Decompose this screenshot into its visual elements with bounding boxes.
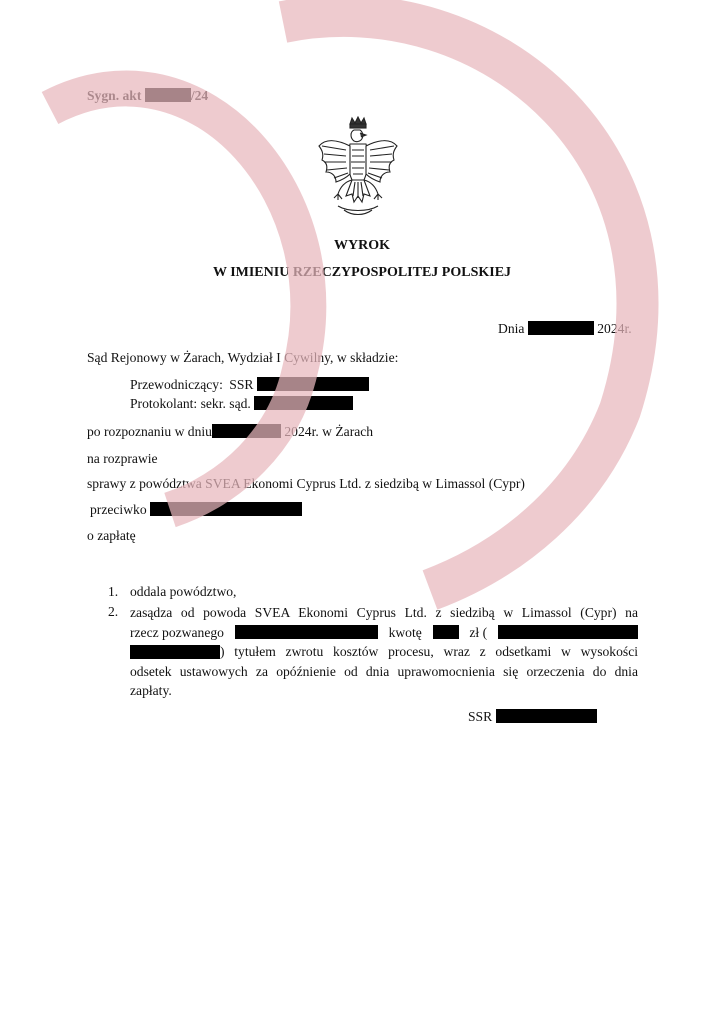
considered-suffix: 2024r. w Żarach: [284, 424, 374, 439]
ruling-currency-label: zł (: [469, 624, 488, 640]
against-label: przeciwko: [90, 502, 147, 517]
ruling-item-1-text: oddala powództwo,: [130, 584, 237, 599]
clerk-label: Protokolant: sekr. sąd.: [130, 396, 251, 411]
date-suffix: 2024r.: [597, 321, 632, 336]
judge-signature: [468, 709, 597, 725]
case-signature: [87, 88, 208, 104]
judgment-subtitle: W IMIENIU RZECZYPOSPOLITEJ POLSKIEJ: [212, 265, 512, 280]
redaction-box: [496, 709, 597, 723]
redaction-box: [254, 396, 353, 410]
date-prefix: Dnia: [498, 321, 525, 336]
date-line: [498, 321, 632, 337]
ruling-recipient-label: rzecz pozwanego: [130, 624, 224, 640]
case-signature-suffix: /24: [190, 88, 209, 103]
ruling-amount-label: kwotę: [388, 624, 422, 640]
subject-line: o zapłatę: [87, 528, 136, 543]
ruling-item-1-number: 1.: [108, 584, 119, 599]
considered-prefix: po rozpoznaniu w dniu: [87, 424, 212, 439]
judge-title: SSR: [468, 709, 493, 724]
ruling-item-2-line-2: [130, 623, 638, 643]
polish-eagle-emblem-icon: [316, 116, 400, 224]
clerk-line: [130, 396, 353, 412]
redaction-box: [433, 625, 459, 639]
chair-title: SSR: [229, 377, 254, 392]
hearing-line: na rozprawie: [87, 451, 158, 466]
chair-label: Przewodniczący:: [130, 377, 223, 392]
court-composition: Sąd Rejonowy w Żarach, Wydział I Cywilny, w składzie:: [87, 350, 399, 365]
redaction-box: [145, 88, 191, 102]
redaction-box: [212, 424, 281, 438]
ruling-item-2-text: [130, 603, 638, 701]
ruling-item-2-line-1: zasądza od powoda SVEA Ekonomi Cyprus Ltd. z siedzibą w Limassol (Cypr) na: [130, 605, 638, 620]
chair-line: [130, 377, 369, 393]
ruling-item-2-line-3: [130, 642, 638, 662]
judgment-title: WYROK: [334, 238, 390, 253]
redaction-box: [130, 645, 220, 659]
case-line: sprawy z powództwa SVEA Ekonomi Cyprus Ltd. z siedzibą w Limassol (Cypr): [87, 476, 525, 491]
considered-line: [87, 424, 373, 440]
redaction-box: [235, 625, 378, 639]
against-line: [90, 502, 302, 518]
ruling-item-2-line-5: zapłaty.: [130, 683, 172, 699]
redaction-box: [257, 377, 369, 391]
watermark-right-arc: [283, 16, 637, 590]
redaction-box: [498, 625, 638, 639]
case-signature-prefix: Sygn. akt: [87, 88, 142, 103]
watermark-left-arc: [50, 89, 308, 510]
ruling-item-2-number: 2.: [108, 604, 119, 619]
redaction-box: [528, 321, 594, 335]
ruling-item-2-line-4: odsetek ustawowych za opóźnienie od dnia uprawomocnienia się orzeczenia do dnia: [130, 663, 638, 679]
ruling-costs-text: ) tytułem zwrotu kosztów procesu, wraz z odsetkami w wysokości: [220, 644, 638, 660]
redaction-box: [150, 502, 302, 516]
